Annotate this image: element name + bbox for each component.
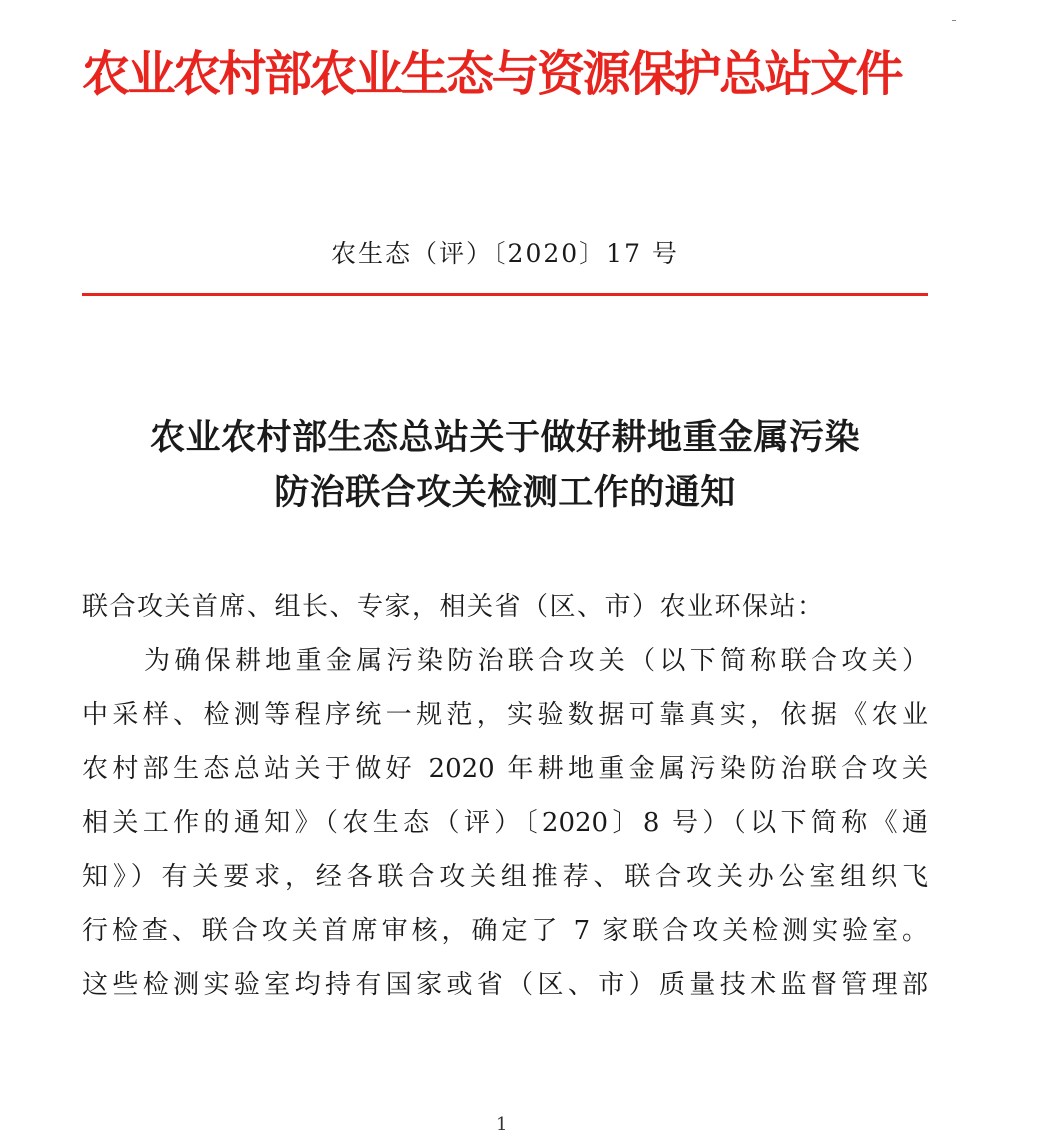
salutation: 联合攻关首席、组长、专家，相关省（区、市）农业环保站： (82, 592, 825, 622)
body-line-2: 中采样、检测等程序统一规范，实验数据可靠真实，依据《农业 (82, 700, 928, 730)
body-line-7: 这些检测实验室均持有国家或省（区、市）质量技术监督管理部 (82, 970, 928, 1000)
document-number: 农生态（评）〔2020〕17 号 (331, 239, 679, 268)
body-line-5: 知》）有关要求，经各联合攻关组推荐、联合攻关办公室组织飞 (82, 862, 928, 892)
issuing-authority-header: 农业农村部农业生态与资源保护总站文件 (82, 46, 902, 102)
page-number: 1 (496, 1114, 508, 1135)
body-line-3: 农村部生态总站关于做好 2020 年耕地重金属污染防治联合攻关 (82, 754, 928, 784)
document-title-line-1: 农业农村部生态总站关于做好耕地重金属污染 (149, 417, 860, 458)
body-line-6: 行检查、联合攻关首席审核，确定了 7 家联合攻关检测实验室。 (82, 916, 928, 946)
document-body (82, 580, 928, 1012)
red-divider-line (82, 293, 928, 296)
document-title-line-2: 防治联合攻关检测工作的通知 (274, 472, 736, 513)
body-line-4: 相关工作的通知》（农生态（评）〔2020〕8 号）（以下简称《通 (82, 808, 928, 838)
body-line-1: 为确保耕地重金属污染防治联合攻关（以下简称联合攻关） (144, 646, 928, 676)
scan-mark (952, 20, 956, 21)
document-title (82, 410, 928, 520)
